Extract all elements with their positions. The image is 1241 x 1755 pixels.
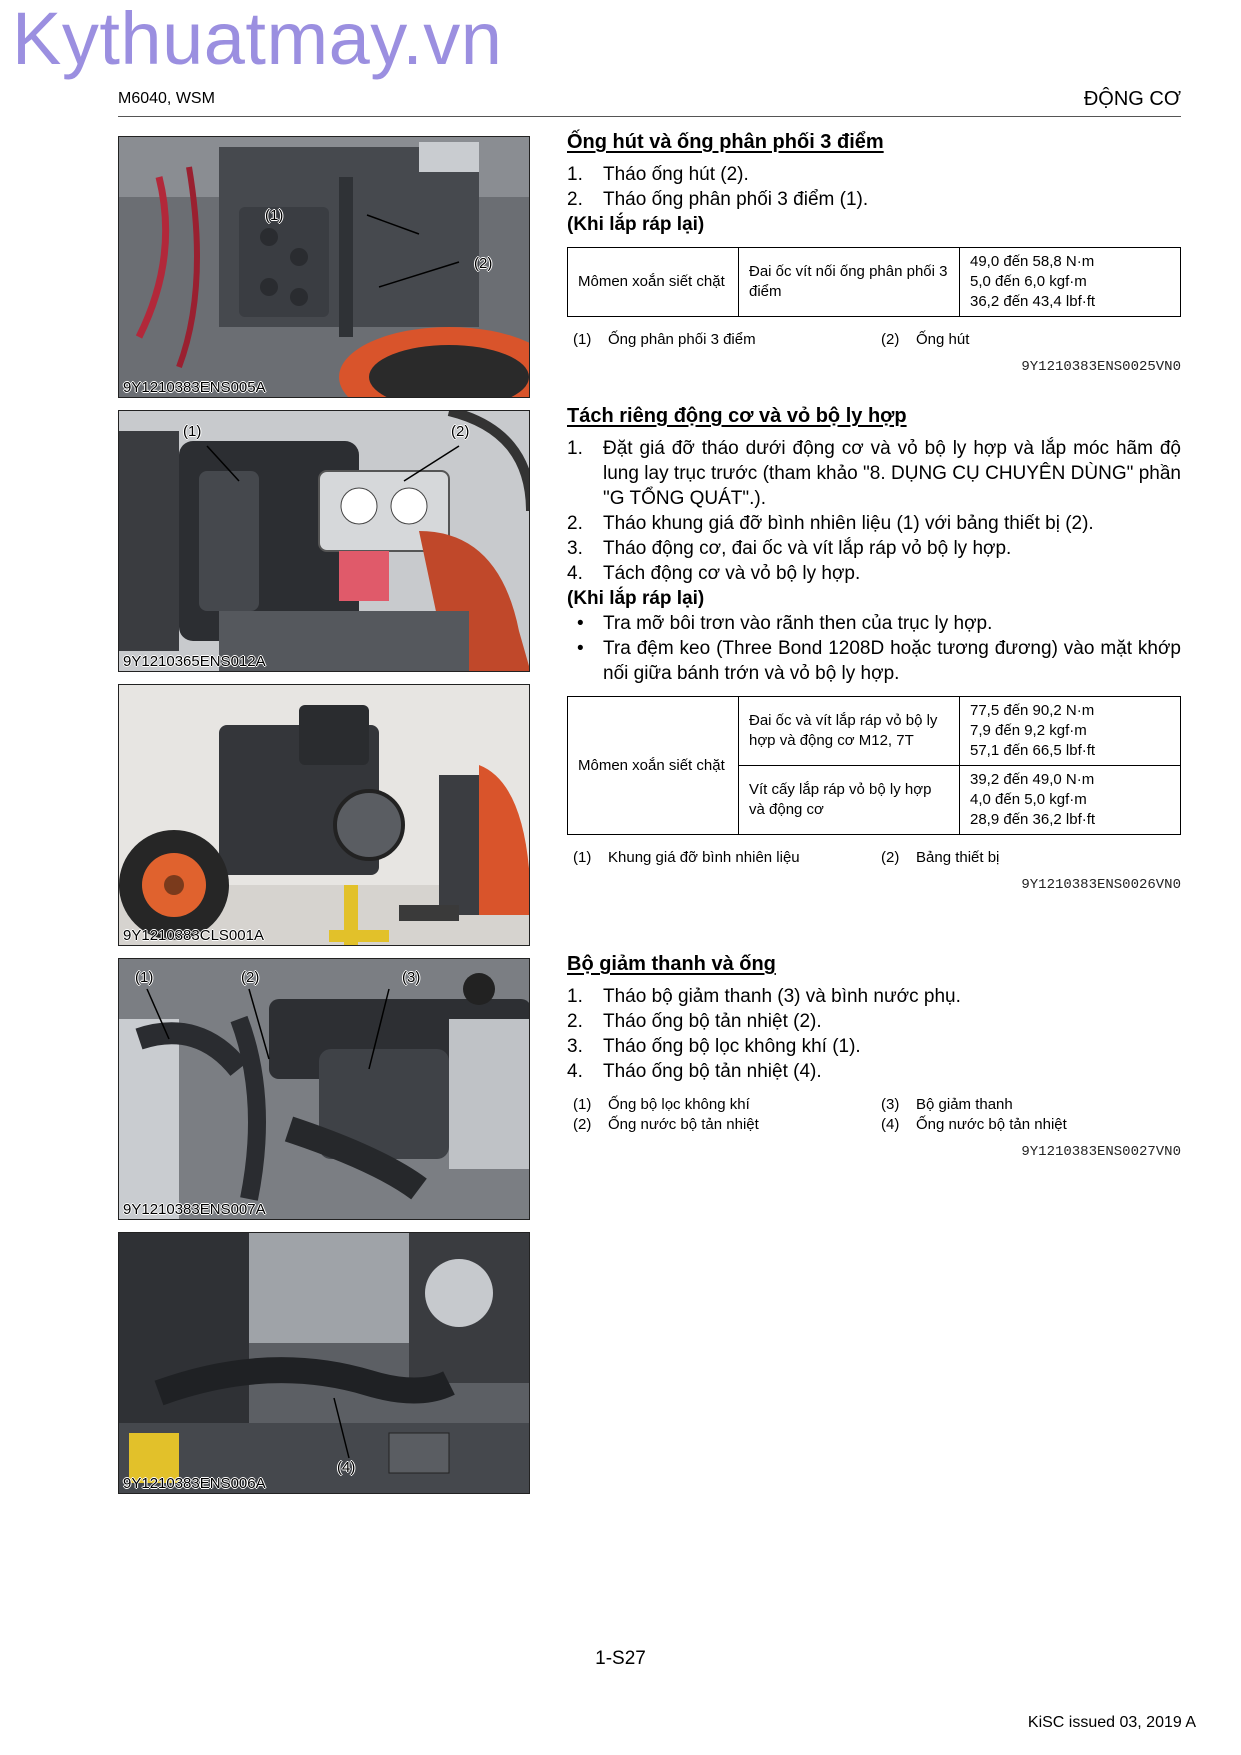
photo-code: 9Y1210383ENS007A [123,1201,266,1218]
step-item [567,1009,1181,1034]
step-item [567,162,1181,187]
torque-values [960,766,1181,835]
torque-value-lbfft: 36,2 đến 43,4 lbf·ft [970,293,1096,310]
legend [567,331,1181,351]
callout-2: (2) [474,255,493,272]
section-suction-pipe [567,131,1181,375]
legend-num: (3) [881,1096,900,1113]
section-code: 9Y1210383ENS0025VN0 [1021,359,1181,375]
step-item [567,561,1181,586]
header-chapter: ĐỘNG CƠ [1083,88,1181,110]
bullet-item: • Tra đệm keo (Three Bond 1208D hoặc tương đương) vào mặt khớp nối giữa bánh trớn và vỏ bộ ly hợp. [577,638,1181,684]
torque-label: Mômen xoắn siết chặt [568,697,739,835]
reassembly-heading: (Khi lắp ráp lại) [567,588,705,609]
callout-3: (3) [402,969,421,986]
legend-text: Ống hút [916,331,970,348]
legend-text: Khung giá đỡ bình nhiên liệu [608,849,800,866]
legend-num: (1) [573,1096,592,1113]
callout-4: (4) [337,1459,356,1476]
torque-value-lbfft: 28,9 đến 36,2 lbf·ft [970,811,1096,828]
section-muffler [567,953,1181,1160]
legend-text: Ống nước bộ tản nhiệt [608,1116,759,1133]
torque-value-kgfm: 7,9 đến 9,2 kgf·m [970,722,1087,739]
bullet-item: • Tra mỡ bôi trơn vào rãnh then của trục ly hợp. [577,613,993,634]
photo-code: 9Y1210383CLS001A [123,927,264,944]
photo-code: 9Y1210383ENS005A [123,379,266,396]
torque-item: Vít cấy lắp ráp vỏ bộ ly hợp và động cơ [739,766,960,835]
section-engine-separation [567,405,1181,893]
legend-text: Ống phân phối 3 điểm [608,331,756,348]
torque-values [960,697,1181,766]
torque-table [567,696,1181,835]
step-text: Tháo ống hút (2). [603,164,749,185]
legend-text: Ống bộ lọc không khí [608,1096,750,1113]
step-number: 1. [567,986,583,1007]
section-title: Tách riêng động cơ và vỏ bộ ly hợp [567,405,907,427]
legend-num: (4) [881,1116,900,1133]
photo-engine-separated [118,684,530,946]
step-number: 4. [567,563,583,584]
watermark: Kythuatmay.vn [12,0,503,80]
step-text: Tháo ống bộ tản nhiệt (2). [603,1011,822,1032]
reassembly-heading: (Khi lắp ráp lại) [567,214,705,235]
torque-values [960,248,1181,317]
step-text: Tháo bộ giảm thanh (3) và bình nước phụ. [603,986,961,1007]
torque-value-nm: 77,5 đến 90,2 N·m [970,702,1095,719]
header-model: M6040, WSM [118,90,215,107]
bullet-list [567,611,1181,686]
legend-num: (1) [573,331,592,348]
section-title: Ống hút và ống phân phối 3 điểm [567,131,884,153]
callout-2: (2) [241,969,260,986]
step-text: Tách động cơ và vỏ bộ ly hợp. [603,563,861,584]
torque-item: Đai ốc vít nối ống phân phối 3 điểm [739,248,960,317]
legend-text: Ống nước bộ tản nhiệt [916,1116,1067,1133]
callout-1: (1) [135,969,154,986]
step-number: 3. [567,1036,583,1057]
torque-table [567,247,1181,317]
torque-label: Mômen xoắn siết chặt [568,248,739,317]
photo-radiator-hose [118,1232,530,1494]
header-divider [118,116,1181,117]
photo-fuel-tank-frame [118,410,530,672]
step-number: 2. [567,189,583,210]
callout-1: (1) [265,207,284,224]
step-text: Tháo động cơ, đai ốc và vít lắp ráp vỏ bộ ly hợp. [603,538,1012,559]
step-item [567,536,1181,561]
torque-value-kgfm: 4,0 đến 5,0 kgf·m [970,791,1087,808]
step-item [567,984,1181,1009]
photo-muffler-hoses [118,958,530,1220]
step-item [567,1059,1181,1084]
legend [567,1096,1181,1136]
torque-value-nm: 39,2 đến 49,0 N·m [970,771,1095,788]
step-number: 1. [567,164,583,185]
torque-value-kgfm: 5,0 đến 6,0 kgf·m [970,273,1087,290]
legend-num: (2) [573,1116,592,1133]
photo-code: 9Y1210365ENS012A [123,653,266,670]
torque-value-nm: 49,0 đến 58,8 N·m [970,253,1095,270]
step-item [567,436,1181,511]
callout-1: (1) [183,423,202,440]
legend-num: (2) [881,849,900,866]
step-number: 1. [567,438,583,459]
step-text: Tháo khung giá đỡ bình nhiên liệu (1) với bảng thiết bị (2). [603,513,1094,534]
legend-num: (1) [573,849,592,866]
callout-2: (2) [451,423,470,440]
page-number: 1-S27 [595,1648,646,1669]
section-title: Bộ giảm thanh và ống [567,953,776,975]
step-text: Đặt giá đỡ tháo dưới động cơ và vỏ bộ ly hợp và lắp móc hãm độ lung lay trục trước (tham khảo "8. DỤNG CỤ CHUYÊN DÙNG" phần "G TỔNG QUÁT".). [603,438,1181,509]
bullet-text: Tra mỡ bôi trơn vào rãnh then của trục ly hợp. [603,613,993,634]
step-number: 2. [567,1011,583,1032]
step-number: 2. [567,513,583,534]
section-code: 9Y1210383ENS0026VN0 [1021,877,1181,893]
step-number: 3. [567,538,583,559]
bullet-text: Tra đệm keo (Three Bond 1208D hoặc tương đương) vào mặt khớp nối giữa bánh trớn và vỏ bộ ly hợp. [603,638,1181,684]
step-text: Tháo ống phân phối 3 điểm (1). [603,189,869,210]
legend [567,849,1181,869]
photo-code: 9Y1210383ENS006A [123,1475,266,1492]
section-code: 9Y1210383ENS0027VN0 [1021,1144,1181,1160]
torque-value-lbfft: 57,1 đến 66,5 lbf·ft [970,742,1096,759]
step-list [567,436,1181,586]
photo-suction-pipe [118,136,530,398]
step-list [567,162,1181,212]
step-item [567,187,1181,212]
step-text: Tháo ống bộ lọc không khí (1). [603,1036,861,1057]
step-text: Tháo ống bộ tản nhiệt (4). [603,1061,822,1082]
footer-issue: KiSC issued 03, 2019 A [1027,1714,1196,1731]
legend-num: (2) [881,331,900,348]
step-list [567,984,1181,1084]
step-item [567,1034,1181,1059]
step-item [567,511,1181,536]
step-number: 4. [567,1061,583,1082]
torque-item: Đai ốc và vít lắp ráp vỏ bộ ly hợp và động cơ M12, 7T [739,697,960,766]
legend-text: Bộ giảm thanh [916,1096,1013,1113]
legend-text: Bảng thiết bị [916,849,1000,866]
